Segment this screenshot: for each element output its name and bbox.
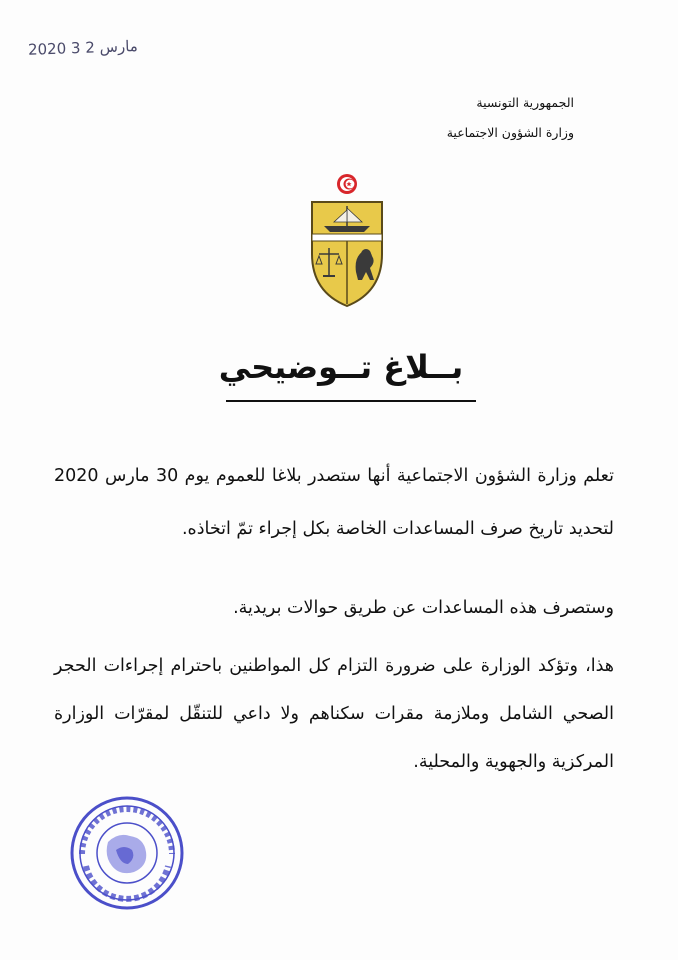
letterhead — [374, 88, 574, 148]
title-underline — [226, 400, 476, 402]
republic-name: الجمهورية التونسية — [476, 95, 574, 110]
tunisia-coat-of-arms-icon — [304, 172, 390, 312]
official-stamp-icon — [68, 794, 186, 912]
handwritten-date: 2020 مارس 2 3 — [27, 36, 139, 59]
paragraph-announcement: تعلم وزارة الشؤون الاجتماعية أنها ستصدر بلاغا للعموم يوم 30 مارس 2020 لتحديد تاريخ صرف المساعدات الخاصة بكل إجراء تمّ اتخاذه. — [54, 466, 614, 539]
ministry-name: وزارة الشؤون الاجتماعية — [446, 125, 574, 140]
paragraph-payment-method: وستصرف هذه المساعدات عن طريق حوالات بريدية. — [233, 598, 614, 618]
document-title: بــلاغ تــوضيحي — [218, 348, 464, 386]
paragraph-quarantine-notice: هذا، وتؤكد الوزارة على ضرورة التزام كل المواطنين باحترام إجراءات الحجر الصحي الشامل وملازمة مقرات سكناهم ولا داعي للتنقّل لمقرّات الوزارة المركزية والجهوية والمحلية. — [54, 656, 614, 772]
